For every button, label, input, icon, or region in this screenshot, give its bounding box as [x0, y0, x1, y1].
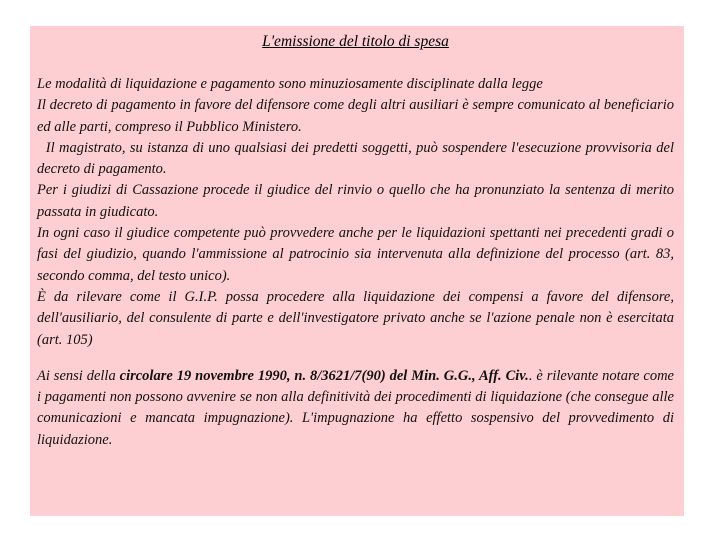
paragraph-cassazione: Per i giudizi di Cassazione procede il giudice del rinvio o quello che ha pronunziato la sentenza di merito passata in giudicato.	[37, 182, 674, 220]
paragraph-spacer	[37, 351, 674, 366]
slide-title: L'emissione del titolo di spesa	[262, 33, 449, 50]
slide-panel	[30, 26, 684, 516]
paragraph-legge: Le modalità di liquidazione e pagamento sono minuziosamente disciplinate dalla legge	[37, 76, 543, 92]
paragraph-decreto: Il decreto di pagamento in favore del difensore come degli altri ausiliari è sempre comunicato al beneficiario ed alle parti, compreso il Pubblico Ministero.	[37, 97, 674, 135]
circolare-prefix: Ai sensi della	[37, 367, 120, 384]
circolare-text: . è rilevante notare come i pagamenti non possono avvenire se non alla definitività dei procedimenti di liquidazione (che consegue alle comunicazioni e mancata impugnazione). L'impugnazione ha effetto sospensivo del provvedimento di liquidazione.	[37, 367, 674, 448]
paragraph-gip: È da rilevare come il G.I.P. possa procedere alla liquidazione dei compensi a favore del difensore, dell'ausiliario, del consulente di parte e dell'investigatore privato anche se l'azione penale non è esercitata (art. 105)	[37, 288, 674, 348]
paragraph-giudice-competente: In ogni caso il giudice competente può provvedere anche per le liquidazioni spettanti nei precedenti gradi o fasi del giudizio, quando l'ammissione al patrocinio sia intervenuta alla definizione del processo (art. 83, secondo comma, del testo unico).	[37, 225, 674, 284]
circolare-reference: circolare 19 novembre 1990, n. 8/3621/7(90) del Min. G.G., Aff. Civ.	[119, 367, 529, 384]
paragraph-magistrato: Il magistrato, su istanza di uno qualsiasi dei predetti soggetti, può sospendere l'esecuzione provvisoria del decreto di pagamento.	[37, 139, 678, 178]
slide-body	[37, 74, 678, 451]
paragraph-circolare	[37, 366, 674, 451]
